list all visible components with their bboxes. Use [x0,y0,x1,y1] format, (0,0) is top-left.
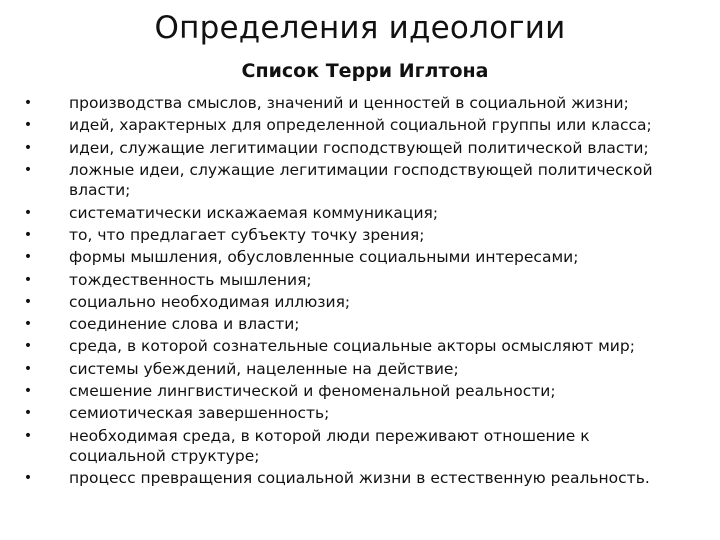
list-item-text: социально необходимая иллюзия; [69,292,351,311]
list-item [22,93,682,114]
list-item-text: семиотическая завершенность; [69,404,330,423]
list-item-text: формы мышления, обусловленные социальными интересами; [69,248,579,267]
bullet-dot-icon: • [23,405,33,422]
list-item-text: систематически искажаемая коммуникация; [69,203,439,222]
list-item-text: идей, характерных для определенной социальной группы или класса; [69,116,652,135]
bullet-dot-icon: • [23,360,33,377]
definitions-list [22,93,682,491]
bullet-dot-icon: • [23,470,33,487]
list-item [22,314,682,335]
bullet-dot-icon: • [23,95,33,111]
list-item [22,115,682,136]
bullet-dot-icon: • [23,139,33,156]
list-item-text: системы убеждений, нацеленные на действие; [69,359,459,378]
list-item [22,270,682,291]
list-item-text: то, что предлагает субъекту точку зрения; [69,225,425,244]
bullet-dot-icon: • [23,383,33,400]
list-item [22,336,682,357]
list-item-text: ложные идеи, служащие легитимации господствующей политической власти; [69,160,653,200]
list-item [22,403,682,424]
list-item-text: среда, в которой сознательные социальные акторы осмысляют мир; [69,337,635,356]
list-item [22,203,682,224]
bullet-dot-icon: • [23,117,33,134]
list-item-text: идеи, служащие легитимации господствующей политической власти; [69,138,649,157]
bullet-dot-icon: • [23,271,33,288]
bullet-dot-icon: • [23,293,33,310]
list-item [22,426,682,467]
bullet-dot-icon: • [23,161,33,178]
list-item-text: смешение лингвистической и феноменальной реальности; [69,382,556,401]
list-item [22,247,682,268]
list-item-text: необходимая среда, в которой люди переживают отношение к социальной структуре; [69,426,590,466]
list-item-text: производства смыслов, значений и ценностей в социальной жизни; [69,94,629,112]
bullet-dot-icon: • [23,249,33,266]
list-item-text: процесс превращения социальной жизни в естественную реальность. [69,469,650,488]
list-item [22,359,682,380]
bullet-dot-icon: • [23,226,33,243]
bullet-dot-icon: • [23,204,33,221]
list-item-text: соединение слова и власти; [69,315,300,334]
bullet-dot-icon: • [23,316,33,333]
slide-title: Определения идеологии [154,10,566,46]
list-item [22,160,682,201]
bullet-dot-icon: • [23,338,33,355]
slide-subtitle: Список Терри Иглтона [241,60,489,82]
list-item [22,138,682,159]
list-item [22,468,682,489]
list-item [22,225,682,246]
list-item-text: тождественность мышления; [69,270,312,289]
bullet-dot-icon: • [23,427,33,444]
list-item [22,292,682,313]
list-item [22,381,682,402]
